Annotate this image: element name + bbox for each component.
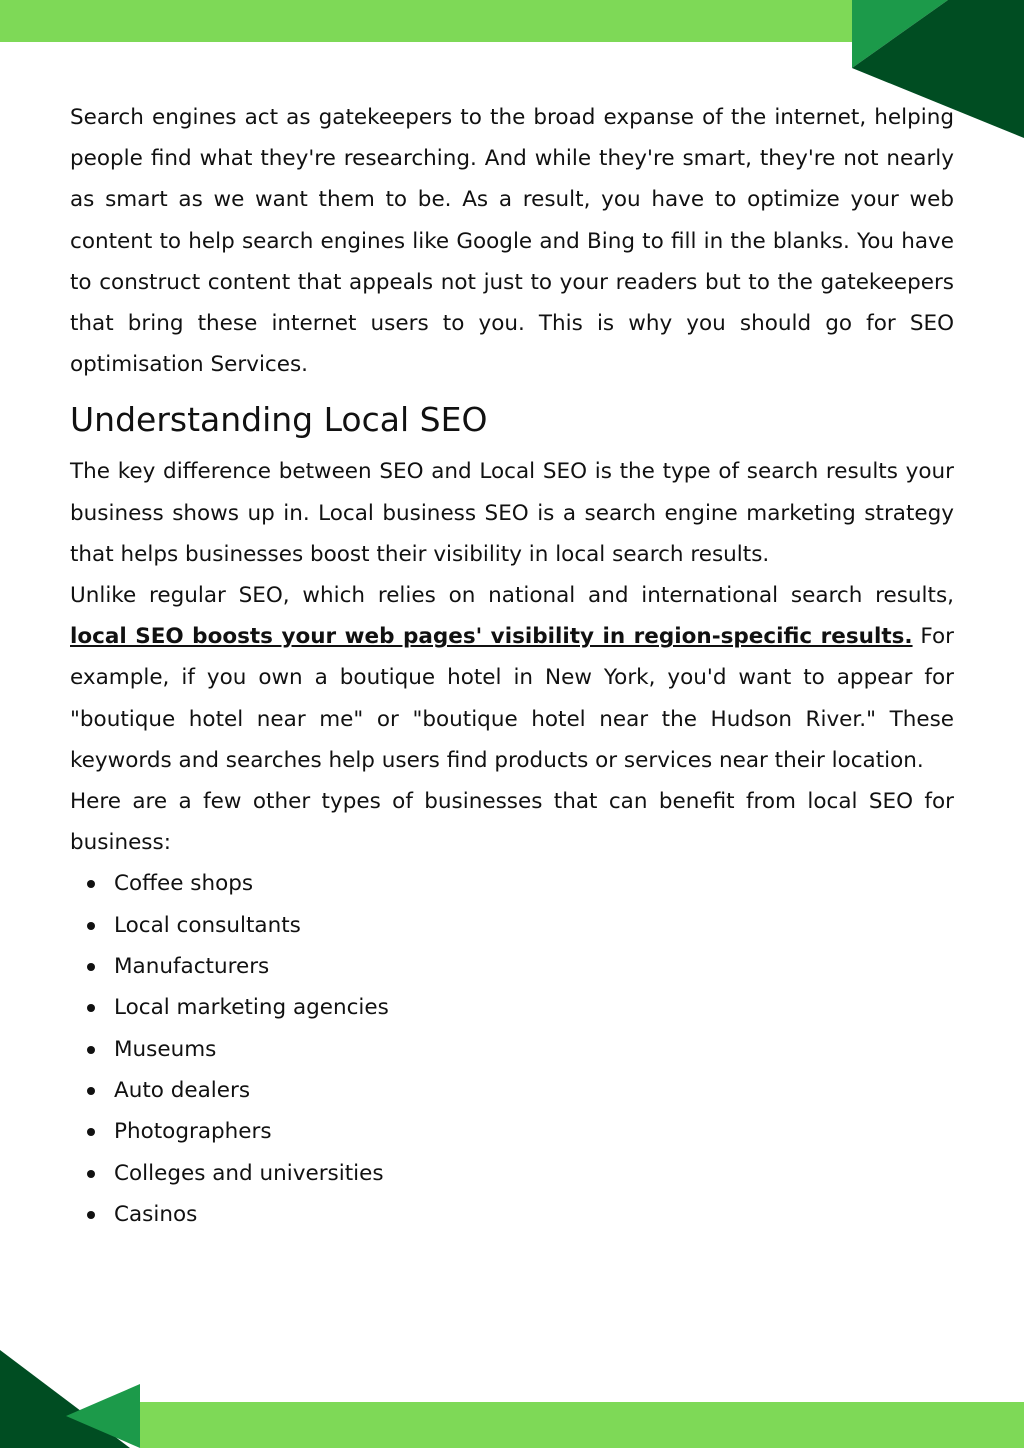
- list-item-label: Auto dealers: [114, 1077, 251, 1103]
- bullet-icon: [87, 1128, 95, 1136]
- list-item: [70, 1194, 954, 1235]
- list-item-label: Manufacturers: [114, 954, 270, 980]
- list-item-label: Casinos: [114, 1201, 198, 1227]
- list-item: [70, 1070, 954, 1111]
- list-item-label: Coffee shops: [114, 871, 254, 897]
- list-item-label: Local marketing agencies: [114, 995, 389, 1021]
- list-item: [70, 1029, 954, 1070]
- key-difference-paragraph: The key difference between SEO and Local SEO is the type of search results your business shows up in. Local business SEO is a search engine marketing strategy that helps businesses boost their visibility in local search results.: [70, 459, 954, 567]
- list-item-label: Local consultants: [114, 912, 301, 938]
- regular-seo-paragraph: [70, 575, 954, 781]
- list-item: [70, 863, 954, 904]
- list-item: [70, 1111, 954, 1152]
- bottom-green-bar: [140, 1402, 1024, 1448]
- bullet-icon: [87, 922, 95, 930]
- list-item-label: Museums: [114, 1036, 217, 1062]
- regular-seo-text-start: Unlike regular SEO, which relies on national and international search results,: [70, 583, 954, 609]
- list-item-label: Colleges and universities: [114, 1160, 384, 1186]
- regular-seo-text-end: For example, if you own a boutique hotel in New York, you'd want to appear for "boutique hotel near me" or "boutique hotel near the Hudson River." These keywords and searches help users find products or services near their location.: [70, 624, 954, 773]
- bullet-icon: [87, 1087, 95, 1095]
- bullet-icon: [87, 1211, 95, 1219]
- intro-paragraph: Search engines act as gatekeepers to the broad expanse of the internet, helping people find what they're researching. And while they're smart, they're not nearly as smart as we want them to be. As a result, you have to optimize your web content to help search engines like Google and Bing to fill in the blanks. You have to construct content that appeals not just to your readers but to the gatekeepers that bring these internet users to you. This is why you should go for SEO optimisation Services.: [70, 105, 954, 378]
- business-types-list: [70, 863, 954, 1235]
- business-types-intro: Here are a few other types of businesses that can benefit from local SEO for business:: [70, 789, 954, 856]
- list-item-label: Photographers: [114, 1119, 272, 1145]
- list-item: [70, 1153, 954, 1194]
- list-item: [70, 987, 954, 1028]
- bullet-icon: [87, 880, 95, 888]
- bullet-icon: [87, 1170, 95, 1178]
- list-item: [70, 905, 954, 946]
- bullet-icon: [87, 1046, 95, 1054]
- bullet-icon: [87, 1004, 95, 1012]
- list-item: [70, 946, 954, 987]
- section-heading: Understanding Local SEO: [70, 400, 488, 440]
- local-seo-link[interactable]: local SEO boosts your web pages' visibility in region-specific results.: [70, 624, 913, 650]
- document-body: [70, 97, 954, 1235]
- bullet-icon: [87, 963, 95, 971]
